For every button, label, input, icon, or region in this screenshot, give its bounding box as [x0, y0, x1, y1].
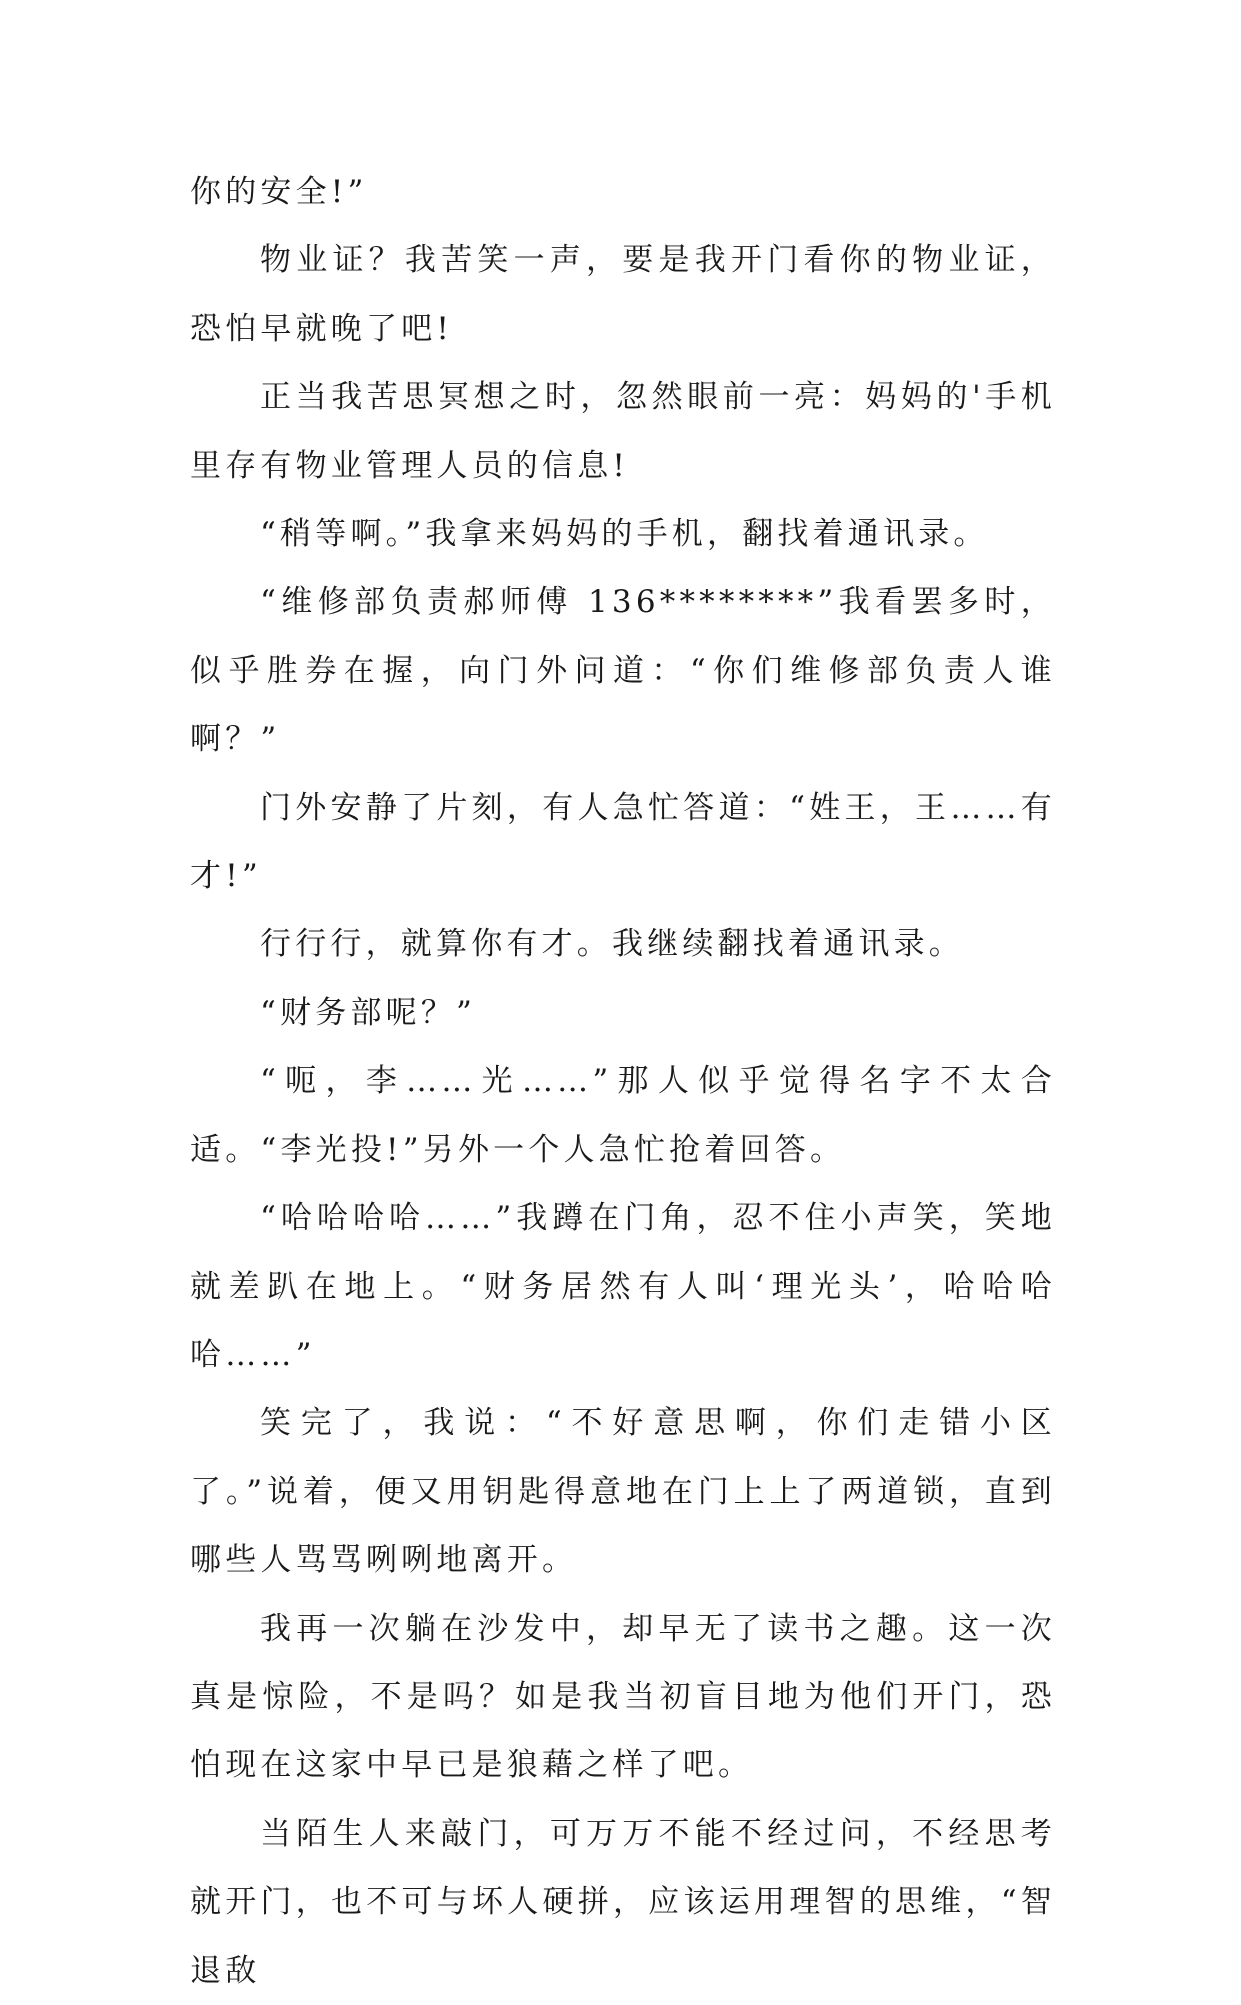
paragraph: 门外安静了片刻，有人急忙答道：“姓王，王……有才!”: [190, 789, 1056, 895]
paragraph: “哈哈哈哈……”我蹲在门角，忍不住小声笑，笑地就差趴在地上。“财务居然有人叫‘理光头’，哈哈哈哈……”: [190, 1200, 1056, 1373]
paragraph: 笑完了，我说：“不好意思啊，你们走错小区了。”说着，便又用钥匙得意地在门上上了两道锁，直到哪些人骂骂咧咧地离开。: [190, 1405, 1056, 1579]
paragraph: 你的安全!”: [190, 174, 368, 210]
paragraph: “财务部呢？”: [260, 994, 477, 1031]
paragraph: “呃，李……光……”那人似乎觉得名字不太合适。“李光投!”另外一个人急忙抢着回答。: [190, 1063, 1056, 1168]
paragraph: “维修部负责郝师傅 136********”我看罢多时，似乎胜券在握，向门外问道：“你们维修部负责人谁啊？”: [190, 584, 1056, 758]
paragraph: 物业证？我苦笑一声，要是我开门看你的物业证，恐怕早就晚了吧!: [190, 242, 1056, 347]
paragraph: “稍等啊。”我拿来妈妈的手机，翻找着通讯录。: [260, 516, 989, 553]
paragraph: 行行行，就算你有才。我继续翻找着通讯录。: [260, 926, 964, 963]
paragraph: 当陌生人来敲门，可万万不能不经过问，不经思考就开门，也不可与坏人硬拼，应该运用理智的思维，“智退敌: [190, 1815, 1056, 1989]
body-text: [190, 158, 1056, 2005]
paragraph: 正当我苦思冥想之时，忽然眼前一亮：妈妈的'手机里存有物业管理人员的信息!: [190, 379, 1056, 484]
paragraph: 我再一次躺在沙发中，却早无了读书之趣。这一次真是惊险，不是吗？如是我当初盲目地为他们开门，恐怕现在这家中早已是狼藉之样了吧。: [190, 1610, 1056, 1784]
